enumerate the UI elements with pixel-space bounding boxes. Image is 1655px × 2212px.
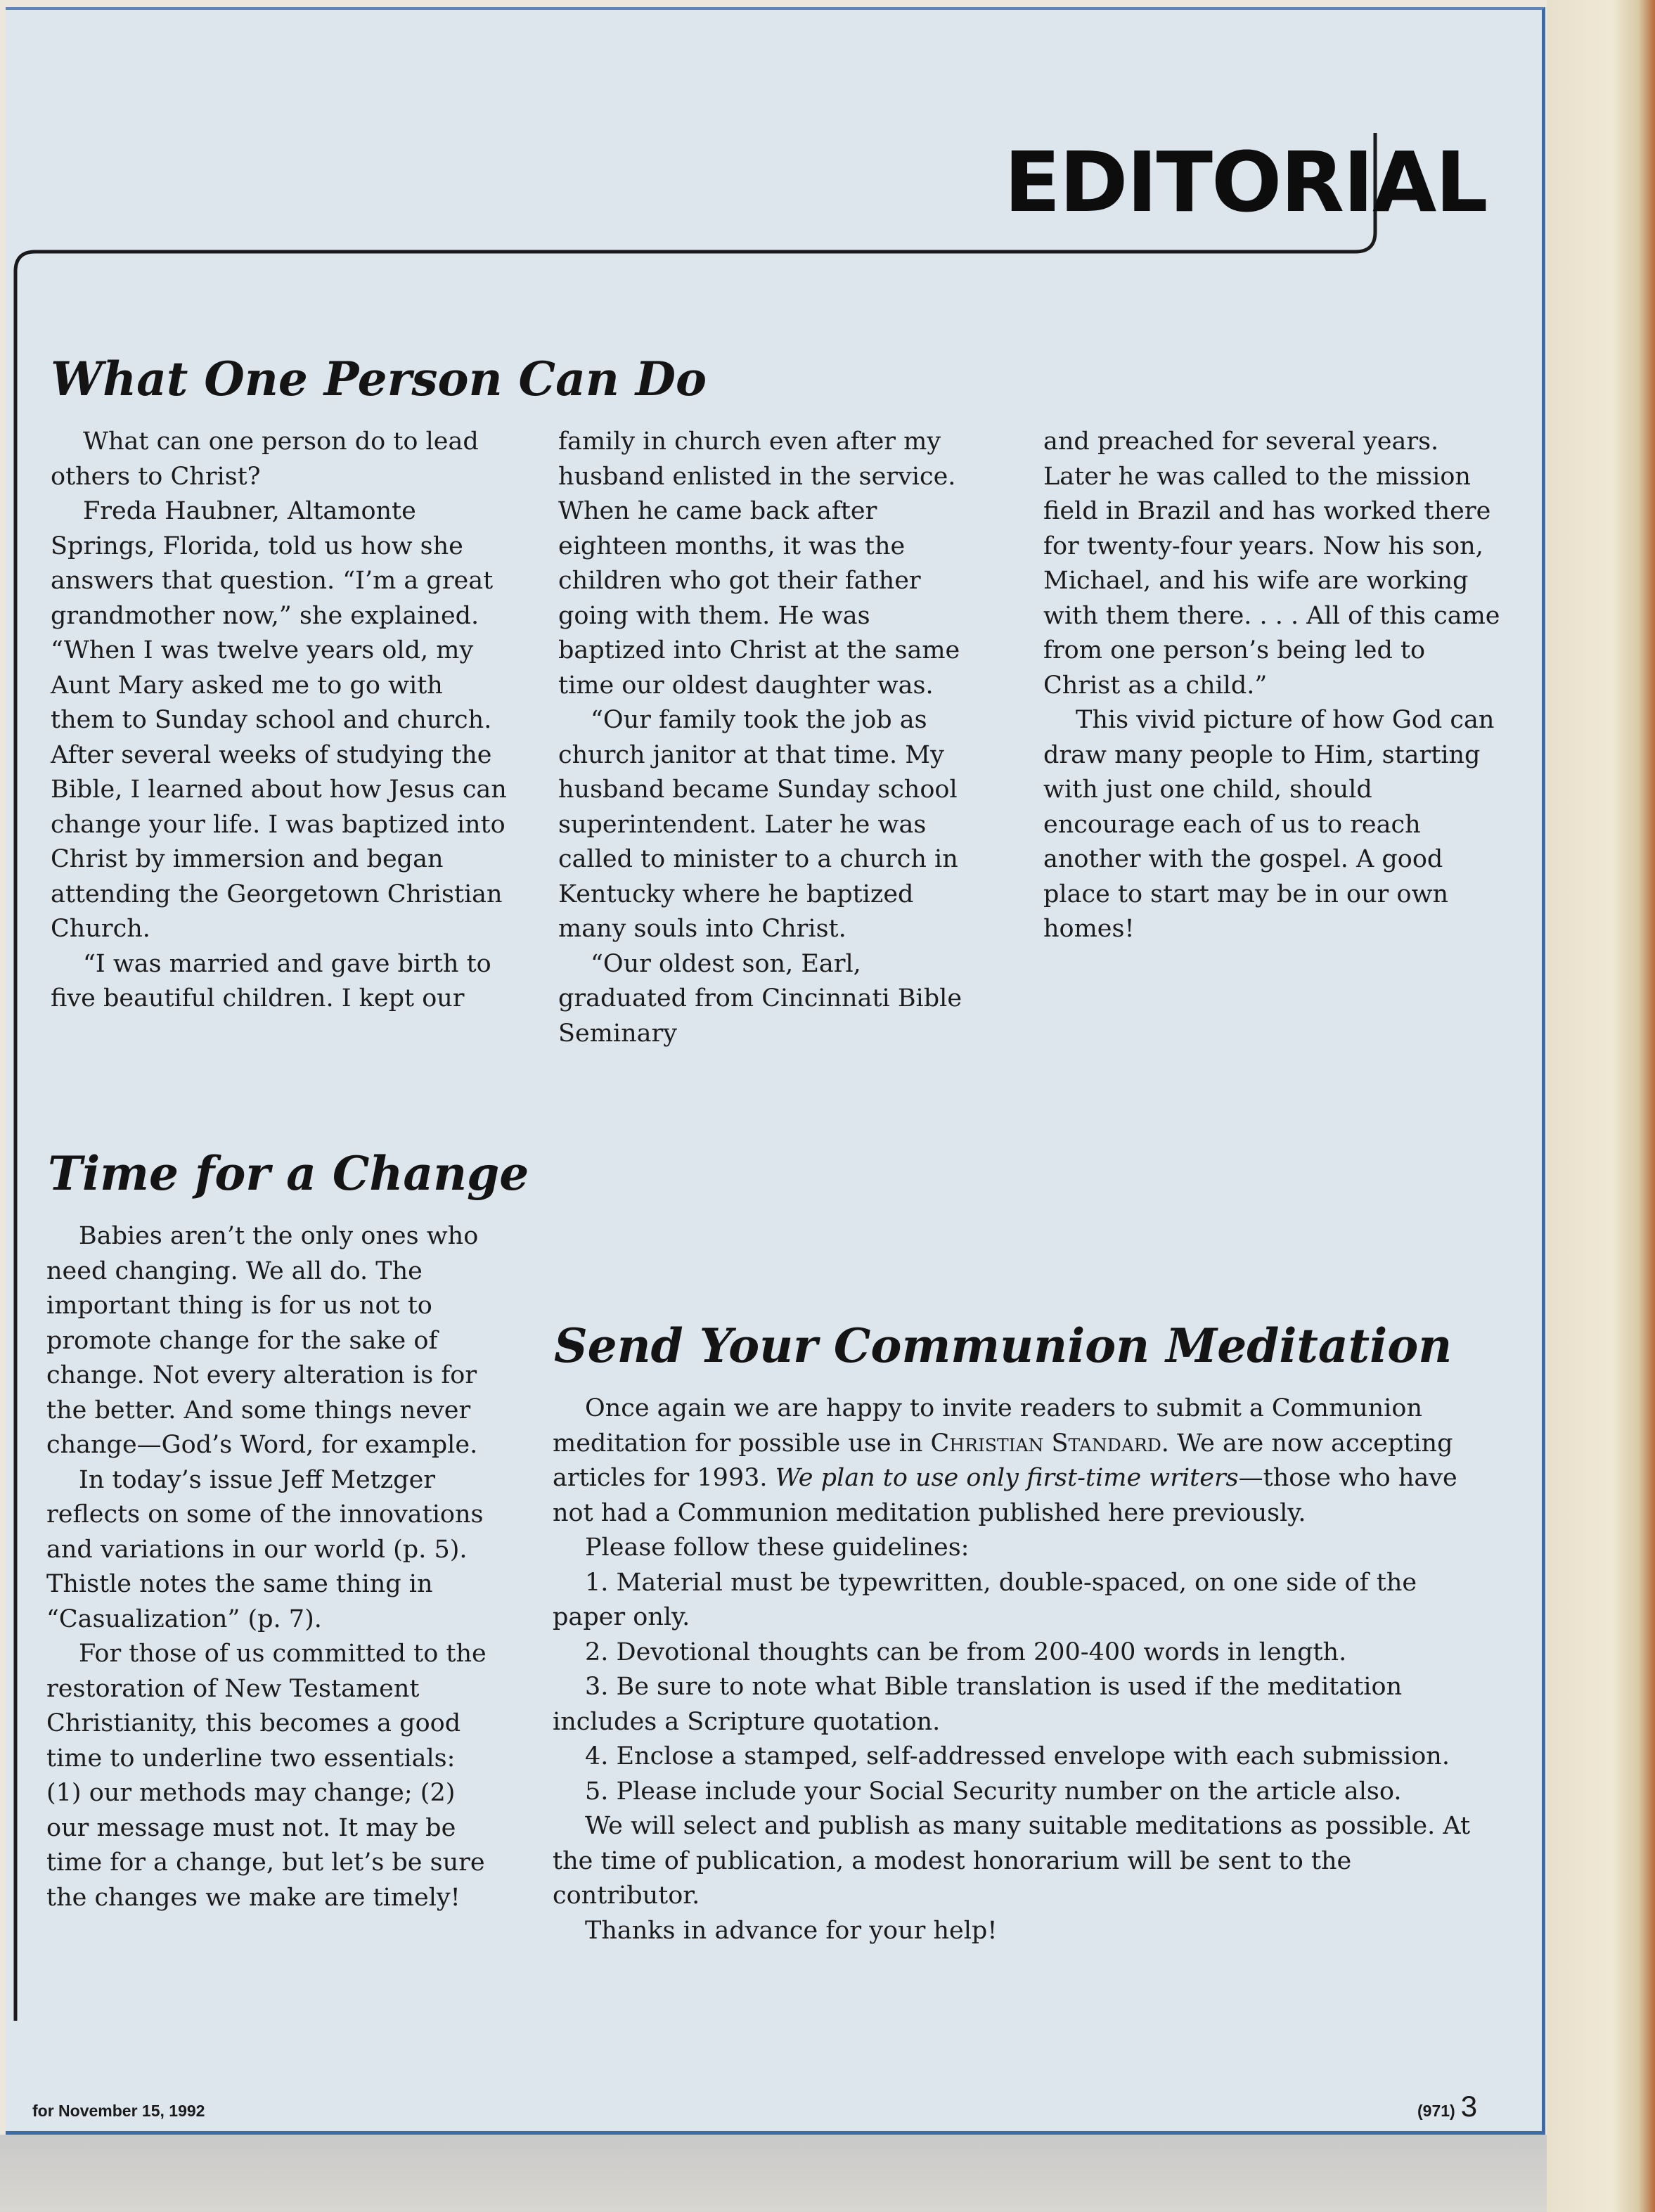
guideline-item: 1. Material must be typewritten, double-spaced, on one side of the paper only. [553, 1568, 1417, 1631]
article-one-column-2 [558, 425, 980, 1051]
masthead-title: EDITORIAL [1004, 134, 1487, 231]
paragraph: “I was married and gave birth to five beautiful children. I kept our [51, 949, 491, 1012]
paragraph: Babies aren’t the only ones who need changing. We all do. The important thing is for us not to promote change for the sake of change. Not every alteration is for the better. And some things never change—God’s Word, for example. [46, 1222, 479, 1459]
paragraph: Thanks in advance for your help! [585, 1916, 998, 1945]
paragraph: family in church even after my husband enlisted in the service. When he came back after eighteen months, it was the children who got their father going with them. He was baptized into Christ at the same time our oldest daughter was. [558, 427, 960, 700]
article-three-column [553, 1391, 1488, 1948]
paragraph: Freda Haubner, Altamonte Springs, Florida, told us how she answers that question. “I’m a great grandmother now,” she explained. “When I was twelve years old, my Aunt Mary asked me to go with them to Sunday school and church. After several weeks of studying the Bible, I learned about how Jesus can change your life. I was baptized into Christ by immersion and began attending the Georgetown Christian Church. [51, 497, 507, 943]
article-two-column [46, 1219, 489, 1915]
paragraph: For those of us committed to the restoration of New Testament Christianity, this becomes a good time to underline two essentials: (1) our methods may change; (2) our message must not. It may be time for a change, but let’s be sure the changes we make are timely! [46, 1640, 487, 1912]
article-title-time-for-change: Time for a Change [48, 1146, 529, 1201]
paragraph: “Our family took the job as church janitor at that time. My husband became Sunday school superintendent. Later he was called to minister to a church in Kentucky where he baptized many souls into Christ. [558, 706, 958, 943]
article-title-one-person: What One Person Can Do [51, 352, 707, 406]
paragraph: and preached for several years. Later he was called to the mission field in Brazil and has worked there for twenty-four years. Now his son, Michael, and his wife are working with them there. . . . All of this came from one person’s being led to Christ as a child.” [1043, 427, 1500, 700]
editorial-page [6, 7, 1545, 2135]
paragraph: In today’s issue Jeff Metzger reflects on some of the innovations and variations in our world (p. 5). Thistle notes the same thing in “Casualization” (p. 7). [46, 1465, 484, 1633]
paragraph: What can one person do to lead others to Christ? [51, 427, 479, 491]
article-one-column-1 [51, 425, 508, 1017]
scan-shadow [0, 2135, 1547, 2212]
issue-date: for November 15, 1992 [32, 2102, 205, 2120]
adjacent-page-edge [1547, 0, 1655, 2212]
paragraph: We will select and publish as many suitable meditations as possible. At the time of publication, a modest honorarium will be sent to the contributor. [553, 1812, 1471, 1910]
publication-name: Christian Standard [930, 1429, 1161, 1458]
paragraph: Please follow these guidelines: [585, 1533, 970, 1562]
guideline-item: 4. Enclose a stamped, self-addressed envelope with each submission. [585, 1742, 1450, 1770]
paragraph: This vivid picture of how God can draw many people to Him, starting with just one child, should encourage each of us to reach another with the gospel. A good place to start may be in our own homes! [1043, 706, 1495, 943]
guideline-item: 5. Please include your Social Security number on the article also. [585, 1777, 1402, 1806]
intro-paragraph: Once again we are happy to invite readers to submit a Communion meditation for possible use in Christian Standard. We are now accepting articles for 1993. We plan to use only first-time writers—those who have not had a Communion meditation published here previously. [553, 1394, 1457, 1527]
paragraph: “Our oldest son, Earl, graduated from Cincinnati Bible Seminary [558, 949, 962, 1048]
guideline-item: 3. Be sure to note what Bible translation is used if the meditation includes a Scripture quotation. [553, 1673, 1403, 1736]
article-one-column-3 [1043, 425, 1500, 947]
page-number-block [1417, 2090, 1477, 2123]
guideline-item: 2. Devotional thoughts can be from 200-400 words in length. [585, 1638, 1347, 1666]
article-title-communion-meditation: Send Your Communion Meditation [554, 1318, 1453, 1373]
page-code: (971) [1417, 2102, 1455, 2120]
page-number: 3 [1460, 2090, 1478, 2123]
